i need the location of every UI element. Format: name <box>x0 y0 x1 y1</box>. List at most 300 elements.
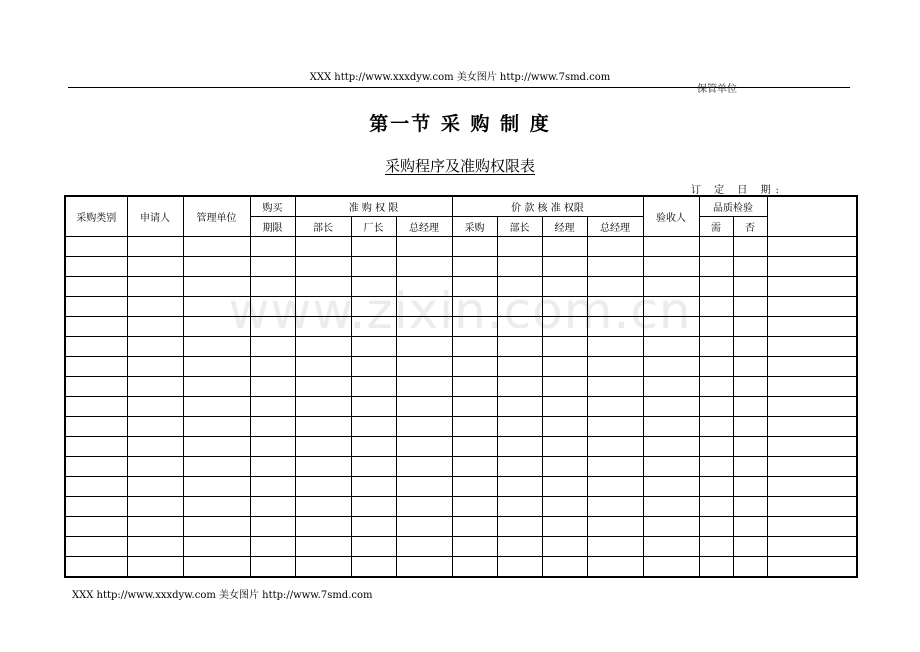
table-cell[interactable] <box>542 497 587 517</box>
table-cell[interactable] <box>127 457 183 477</box>
col-management-unit-header: 管理单位 <box>183 196 250 237</box>
table-cell[interactable] <box>250 537 295 557</box>
table-cell[interactable] <box>351 337 396 357</box>
table-cell[interactable] <box>643 237 699 257</box>
table-cell[interactable] <box>542 337 587 357</box>
table-cell[interactable] <box>396 517 452 537</box>
table-cell[interactable] <box>250 257 295 277</box>
table-row <box>65 517 857 537</box>
table-cell[interactable] <box>699 317 733 337</box>
table-cell[interactable] <box>733 517 767 537</box>
table-cell[interactable] <box>733 257 767 277</box>
table-cell[interactable] <box>127 297 183 317</box>
table-cell[interactable] <box>351 257 396 277</box>
table-cell[interactable] <box>497 377 542 397</box>
table-cell[interactable] <box>396 477 452 497</box>
table-cell[interactable] <box>767 437 857 457</box>
table-cell[interactable] <box>767 517 857 537</box>
footer-url: XXX http://www.xxxdyw.com 美女图片 http://www.7smd.com <box>72 590 373 601</box>
table-cell[interactable] <box>65 517 127 537</box>
table-cell[interactable] <box>65 537 127 557</box>
table-row <box>65 557 857 578</box>
table-cell[interactable] <box>542 517 587 537</box>
table-cell[interactable] <box>767 277 857 297</box>
table-cell[interactable] <box>250 457 295 477</box>
table-cell[interactable] <box>127 397 183 417</box>
table-cell[interactable] <box>295 277 351 297</box>
table-cell[interactable] <box>183 417 250 437</box>
header-url: XXX http://www.xxxdyw.com 美女图片 http://www.7smd.com <box>309 72 611 83</box>
table-cell[interactable] <box>351 437 396 457</box>
table-cell[interactable] <box>733 457 767 477</box>
table-cell[interactable] <box>452 417 497 437</box>
table-cell[interactable] <box>250 237 295 257</box>
col-purchase-term-header-top: 购买 <box>250 196 295 217</box>
table-cell[interactable] <box>497 417 542 437</box>
table-cell[interactable] <box>183 317 250 337</box>
table-cell[interactable] <box>452 377 497 397</box>
table-cell[interactable] <box>183 257 250 277</box>
table-cell[interactable] <box>699 237 733 257</box>
table-cell[interactable] <box>183 517 250 537</box>
table-cell[interactable] <box>396 377 452 397</box>
table-cell[interactable] <box>452 257 497 277</box>
table-cell[interactable] <box>699 277 733 297</box>
table-cell[interactable] <box>183 297 250 317</box>
table-title <box>0 155 920 176</box>
table-row <box>65 277 857 297</box>
table-cell[interactable] <box>250 337 295 357</box>
table-cell[interactable] <box>542 277 587 297</box>
table-cell[interactable] <box>127 337 183 357</box>
table-cell[interactable] <box>351 517 396 537</box>
table-cell[interactable] <box>452 277 497 297</box>
table-cell[interactable] <box>699 517 733 537</box>
table-cell[interactable] <box>452 337 497 357</box>
table-cell[interactable] <box>542 257 587 277</box>
table-cell[interactable] <box>542 357 587 377</box>
table-cell[interactable] <box>587 297 643 317</box>
table-cell[interactable] <box>65 257 127 277</box>
table-cell[interactable] <box>733 357 767 377</box>
table-cell[interactable] <box>250 437 295 457</box>
table-cell[interactable] <box>733 397 767 417</box>
table-cell[interactable] <box>65 437 127 457</box>
table-cell[interactable] <box>733 277 767 297</box>
table-cell[interactable] <box>587 397 643 417</box>
table-cell[interactable] <box>452 437 497 457</box>
table-cell[interactable] <box>767 237 857 257</box>
table-cell[interactable] <box>452 517 497 537</box>
table-cell[interactable] <box>351 477 396 497</box>
table-cell[interactable] <box>767 257 857 277</box>
table-cell[interactable] <box>452 297 497 317</box>
table-cell[interactable] <box>295 517 351 537</box>
table-cell[interactable] <box>351 397 396 417</box>
table-cell[interactable] <box>643 277 699 297</box>
table-cell[interactable] <box>699 297 733 317</box>
table-row <box>65 237 857 257</box>
table-cell[interactable] <box>127 497 183 517</box>
table-cell[interactable] <box>643 517 699 537</box>
table-cell[interactable] <box>497 397 542 417</box>
table-cell[interactable] <box>452 397 497 417</box>
table-cell[interactable] <box>497 457 542 477</box>
table-cell[interactable] <box>351 537 396 557</box>
table-cell[interactable] <box>643 477 699 497</box>
table-row <box>65 437 857 457</box>
table-cell[interactable] <box>396 237 452 257</box>
table-cell[interactable] <box>452 317 497 337</box>
table-cell[interactable] <box>127 357 183 377</box>
table-cell[interactable] <box>250 377 295 397</box>
table-cell[interactable] <box>250 277 295 297</box>
table-cell[interactable] <box>65 237 127 257</box>
table-row <box>65 457 857 477</box>
table-cell[interactable] <box>396 337 452 357</box>
table-cell[interactable] <box>643 397 699 417</box>
table-cell[interactable] <box>183 357 250 377</box>
table-cell[interactable] <box>183 557 250 578</box>
table-row <box>65 537 857 557</box>
table-cell[interactable] <box>643 317 699 337</box>
table-cell[interactable] <box>396 417 452 437</box>
table-cell[interactable] <box>295 417 351 437</box>
sub-dept-head-header: 部长 <box>295 217 351 237</box>
table-cell[interactable] <box>643 257 699 277</box>
table-cell[interactable] <box>295 477 351 497</box>
table-cell[interactable] <box>643 457 699 477</box>
table-cell[interactable] <box>587 497 643 517</box>
table-cell[interactable] <box>127 557 183 578</box>
header-right-label: 保管单位 <box>697 84 737 95</box>
table-cell[interactable] <box>699 397 733 417</box>
table-cell[interactable] <box>127 257 183 277</box>
table-cell[interactable] <box>733 557 767 578</box>
table-cell[interactable] <box>767 337 857 357</box>
table-cell[interactable] <box>351 237 396 257</box>
table-cell[interactable] <box>643 357 699 377</box>
table-row <box>65 317 857 337</box>
col-blank-header <box>767 196 857 237</box>
table-cell[interactable] <box>699 337 733 357</box>
table-cell[interactable] <box>643 437 699 457</box>
table-cell[interactable] <box>250 477 295 497</box>
table-cell[interactable] <box>733 377 767 397</box>
sub-dept-head-2-header: 部长 <box>497 217 542 237</box>
table-cell[interactable] <box>452 537 497 557</box>
table-cell[interactable] <box>396 537 452 557</box>
table-cell[interactable] <box>767 417 857 437</box>
table-cell[interactable] <box>587 237 643 257</box>
table-cell[interactable] <box>699 417 733 437</box>
table-cell[interactable] <box>699 257 733 277</box>
table-cell[interactable] <box>295 537 351 557</box>
table-cell[interactable] <box>587 417 643 437</box>
table-cell[interactable] <box>587 377 643 397</box>
table-cell[interactable] <box>542 397 587 417</box>
table-cell[interactable] <box>396 277 452 297</box>
table-cell[interactable] <box>65 277 127 297</box>
table-cell[interactable] <box>127 277 183 297</box>
table-cell[interactable] <box>497 557 542 578</box>
table-cell[interactable] <box>396 357 452 377</box>
table-cell[interactable] <box>127 377 183 397</box>
table-cell[interactable] <box>250 317 295 337</box>
sub-not-header: 否 <box>733 217 767 237</box>
table-cell[interactable] <box>250 397 295 417</box>
table-cell[interactable] <box>351 357 396 377</box>
table-cell[interactable] <box>127 477 183 497</box>
table-cell[interactable] <box>643 377 699 397</box>
table-cell[interactable] <box>396 317 452 337</box>
table-cell[interactable] <box>643 297 699 317</box>
table-cell[interactable] <box>452 357 497 377</box>
group-quality-inspection-header: 品质检验 <box>699 196 767 217</box>
table-cell[interactable] <box>183 437 250 457</box>
table-cell[interactable] <box>733 437 767 457</box>
table-row <box>65 297 857 317</box>
table-cell[interactable] <box>643 557 699 578</box>
sub-general-manager-header: 总经理 <box>396 217 452 237</box>
table-row <box>65 397 857 417</box>
procurement-authority-table <box>64 195 858 578</box>
table-cell[interactable] <box>497 517 542 537</box>
table-cell[interactable] <box>542 557 587 578</box>
table-row <box>65 337 857 357</box>
table-cell[interactable] <box>767 317 857 337</box>
table-cell[interactable] <box>733 237 767 257</box>
table-cell[interactable] <box>587 477 643 497</box>
table-cell[interactable] <box>250 297 295 317</box>
table-cell[interactable] <box>542 237 587 257</box>
table-cell[interactable] <box>542 437 587 457</box>
table-cell[interactable] <box>250 417 295 437</box>
table-cell[interactable] <box>497 537 542 557</box>
table-cell[interactable] <box>587 437 643 457</box>
table-cell[interactable] <box>65 477 127 497</box>
table-cell[interactable] <box>767 477 857 497</box>
table-cell[interactable] <box>733 297 767 317</box>
table-cell[interactable] <box>733 497 767 517</box>
date-label: 订 定 日 期: <box>691 185 784 196</box>
table-cell[interactable] <box>767 377 857 397</box>
table-cell[interactable] <box>351 377 396 397</box>
table-cell[interactable] <box>127 417 183 437</box>
table-cell[interactable] <box>699 357 733 377</box>
table-cell[interactable] <box>250 357 295 377</box>
table-cell[interactable] <box>643 417 699 437</box>
section-title: 第一节 采 购 制 度 <box>369 113 551 135</box>
table-cell[interactable] <box>767 537 857 557</box>
table-cell[interactable] <box>295 357 351 377</box>
table-row <box>65 357 857 377</box>
table-cell[interactable] <box>65 457 127 477</box>
table-cell[interactable] <box>295 457 351 477</box>
table-cell[interactable] <box>497 317 542 337</box>
table-cell[interactable] <box>183 477 250 497</box>
sub-manager-header: 经理 <box>542 217 587 237</box>
table-cell[interactable] <box>699 477 733 497</box>
table-cell[interactable] <box>351 497 396 517</box>
table-cell[interactable] <box>497 357 542 377</box>
table-cell[interactable] <box>250 497 295 517</box>
table-cell[interactable] <box>127 317 183 337</box>
table-cell[interactable] <box>183 337 250 357</box>
table-cell[interactable] <box>452 237 497 257</box>
table-cell[interactable] <box>767 397 857 417</box>
table-cell[interactable] <box>183 537 250 557</box>
table-cell[interactable] <box>497 237 542 257</box>
sub-needed-header: 需 <box>699 217 733 237</box>
table-cell[interactable] <box>295 317 351 337</box>
table-cell[interactable] <box>699 557 733 578</box>
table-cell[interactable] <box>65 317 127 337</box>
table-cell[interactable] <box>295 237 351 257</box>
table-cell[interactable] <box>733 317 767 337</box>
table-cell[interactable] <box>452 557 497 578</box>
table-row <box>65 477 857 497</box>
table-cell[interactable] <box>295 397 351 417</box>
table-cell[interactable] <box>452 497 497 517</box>
table-cell[interactable] <box>65 357 127 377</box>
sub-general-manager-2-header: 总经理 <box>587 217 643 237</box>
group-approval-authority-header: 准 购 权 限 <box>295 196 452 217</box>
table-cell[interactable] <box>767 457 857 477</box>
table-cell[interactable] <box>587 457 643 477</box>
table-cell[interactable] <box>183 237 250 257</box>
table-cell[interactable] <box>452 477 497 497</box>
table-cell[interactable] <box>542 457 587 477</box>
col-receiver-header: 验收人 <box>643 196 699 237</box>
table-cell[interactable] <box>396 497 452 517</box>
table-cell[interactable] <box>250 517 295 537</box>
table-cell[interactable] <box>250 557 295 578</box>
watermark: www.zixin.com.cn <box>228 282 692 340</box>
table-cell[interactable] <box>396 457 452 477</box>
table-cell[interactable] <box>295 377 351 397</box>
table-cell[interactable] <box>351 277 396 297</box>
table-cell[interactable] <box>497 297 542 317</box>
table-cell[interactable] <box>767 497 857 517</box>
table-cell[interactable] <box>587 517 643 537</box>
table-cell[interactable] <box>767 297 857 317</box>
table-cell[interactable] <box>699 497 733 517</box>
table-cell[interactable] <box>542 317 587 337</box>
table-cell[interactable] <box>295 337 351 357</box>
table-cell[interactable] <box>767 357 857 377</box>
table-cell[interactable] <box>587 257 643 277</box>
table-title-text: 采购程序及准购权限表 <box>384 157 535 175</box>
table-cell[interactable] <box>183 377 250 397</box>
table-cell[interactable] <box>127 537 183 557</box>
table-cell[interactable] <box>587 357 643 377</box>
col-category-header: 采购类别 <box>65 196 127 237</box>
table-cell[interactable] <box>183 277 250 297</box>
table-cell[interactable] <box>542 377 587 397</box>
table-cell[interactable] <box>351 297 396 317</box>
table-cell[interactable] <box>396 397 452 417</box>
table-cell[interactable] <box>65 297 127 317</box>
table-cell[interactable] <box>643 497 699 517</box>
table-cell[interactable] <box>643 537 699 557</box>
col-applicant-header: 申请人 <box>127 196 183 237</box>
table-cell[interactable] <box>65 497 127 517</box>
table-cell[interactable] <box>587 557 643 578</box>
table-cell[interactable] <box>452 457 497 477</box>
table-cell[interactable] <box>127 437 183 457</box>
table-cell[interactable] <box>587 317 643 337</box>
table-cell[interactable] <box>127 237 183 257</box>
table-cell[interactable] <box>699 457 733 477</box>
table-cell[interactable] <box>733 477 767 497</box>
table-cell[interactable] <box>542 537 587 557</box>
table-cell[interactable] <box>587 277 643 297</box>
sub-factory-head-header: 厂长 <box>351 217 396 237</box>
table-cell[interactable] <box>542 297 587 317</box>
table-cell[interactable] <box>587 337 643 357</box>
table-cell[interactable] <box>295 297 351 317</box>
table-row <box>65 497 857 517</box>
table-cell[interactable] <box>65 377 127 397</box>
table-cell[interactable] <box>65 397 127 417</box>
table-cell[interactable] <box>396 297 452 317</box>
table-cell[interactable] <box>497 277 542 297</box>
table-cell[interactable] <box>542 417 587 437</box>
table-cell[interactable] <box>65 557 127 578</box>
table-cell[interactable] <box>699 377 733 397</box>
table-cell[interactable] <box>351 557 396 578</box>
table-cell[interactable] <box>699 537 733 557</box>
table-cell[interactable] <box>497 477 542 497</box>
col-purchase-term-header-bottom: 期限 <box>250 217 295 237</box>
table-cell[interactable] <box>295 497 351 517</box>
table-cell[interactable] <box>183 397 250 417</box>
table-cell[interactable] <box>351 457 396 477</box>
table-cell[interactable] <box>127 517 183 537</box>
table-cell[interactable] <box>65 417 127 437</box>
group-price-approval-header: 价 款 核 准 权限 <box>452 196 643 217</box>
table-row <box>65 417 857 437</box>
table-cell[interactable] <box>396 557 452 578</box>
table-cell[interactable] <box>497 257 542 277</box>
table-cell[interactable] <box>396 257 452 277</box>
table-cell[interactable] <box>497 437 542 457</box>
table-cell[interactable] <box>497 337 542 357</box>
table-cell[interactable] <box>699 437 733 457</box>
sub-purchasing-header: 采购 <box>452 217 497 237</box>
table-cell[interactable] <box>497 497 542 517</box>
table-cell[interactable] <box>396 437 452 457</box>
table-cell[interactable] <box>351 417 396 437</box>
table-cell[interactable] <box>295 257 351 277</box>
table-cell[interactable] <box>587 537 643 557</box>
table-cell[interactable] <box>295 557 351 578</box>
table-cell[interactable] <box>183 457 250 477</box>
table-cell[interactable] <box>733 537 767 557</box>
table-cell[interactable] <box>733 417 767 437</box>
table-cell[interactable] <box>643 337 699 357</box>
table-cell[interactable] <box>767 557 857 578</box>
table-cell[interactable] <box>295 437 351 457</box>
table-cell[interactable] <box>65 337 127 357</box>
table-cell[interactable] <box>542 477 587 497</box>
table-cell[interactable] <box>183 497 250 517</box>
table-row <box>65 377 857 397</box>
table-cell[interactable] <box>351 317 396 337</box>
table-cell[interactable] <box>733 337 767 357</box>
table-row <box>65 257 857 277</box>
